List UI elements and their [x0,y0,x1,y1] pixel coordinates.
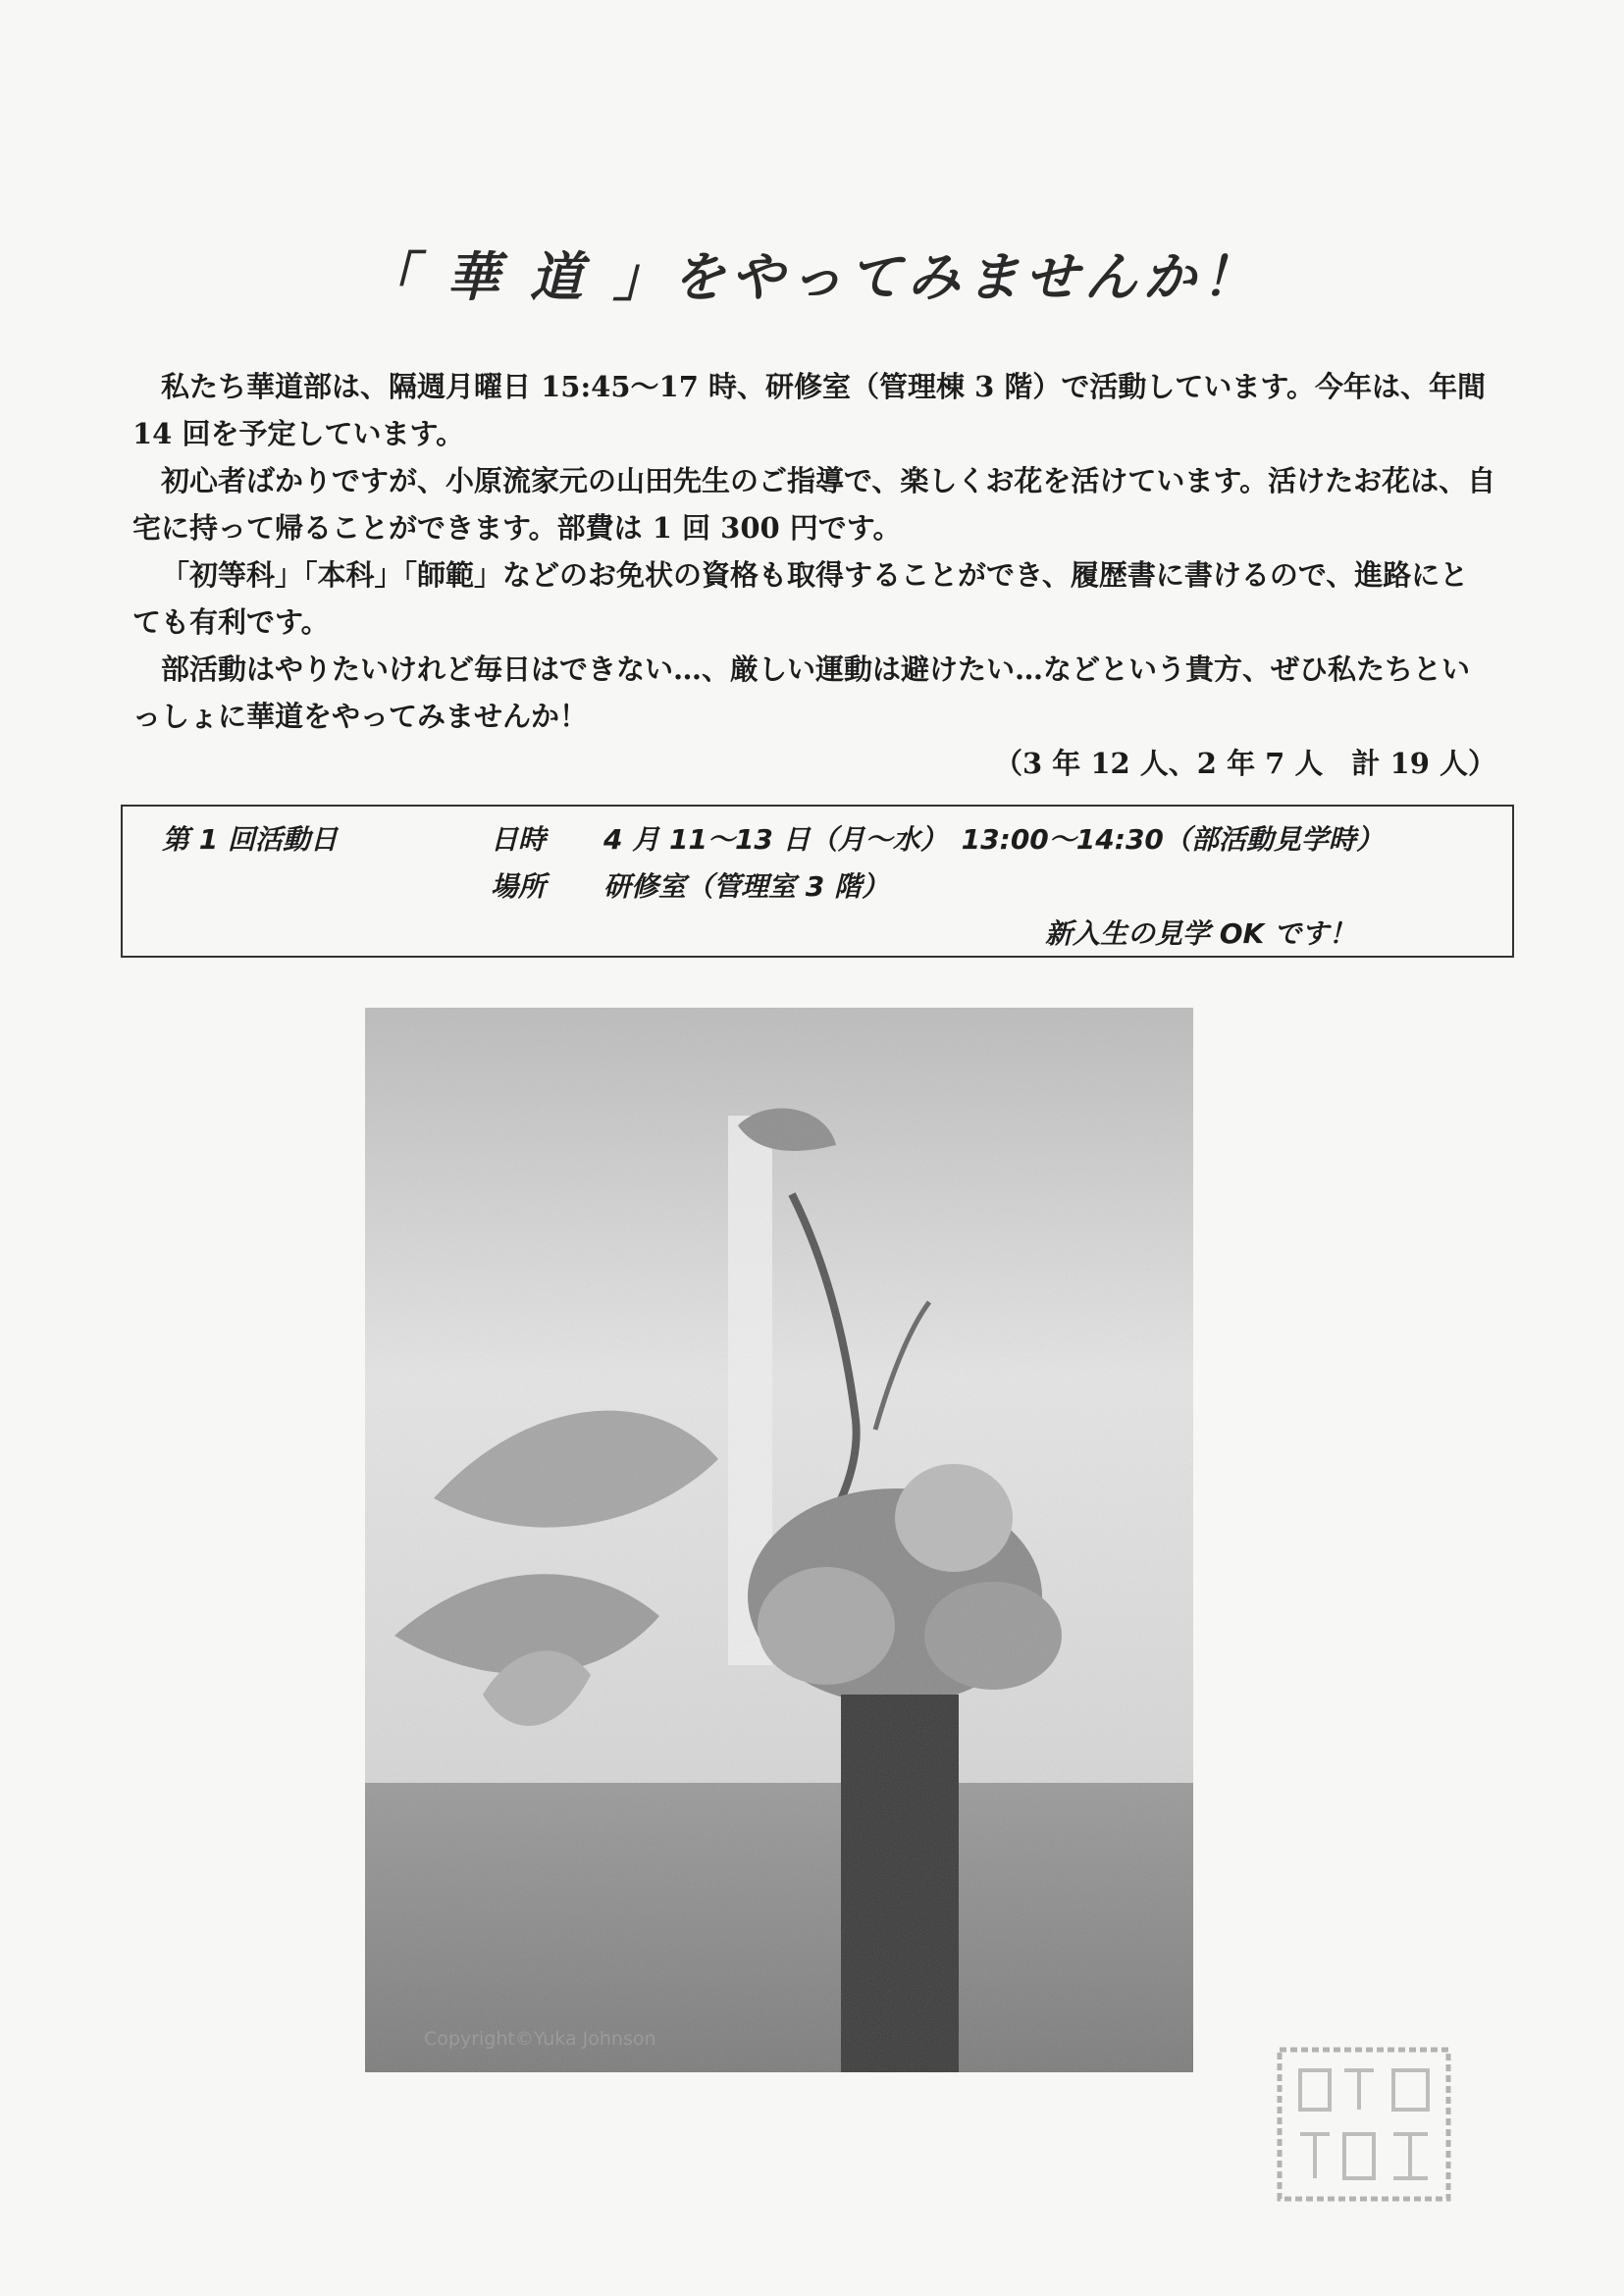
photo-caption: Copyright©Yuka Johnson [424,2028,656,2050]
page-title: 「 華 道 」をやってみませんか！ [363,246,1261,308]
paragraph-4: 部活動はやりたいけれど毎日はできない…、厳しい運動は避けたい…などという貴方、ぜひ私たちといっしょに華道をやってみませんか！ [132,652,1471,733]
paragraph-1: 私たち華道部は、隔週月曜日 15:45～17 時、研修室（管理棟 3 階）で活動しています。今年は、年間 14 回を予定しています。 [132,370,1487,450]
paragraph-2: 初心者ばかりですが、小原流家元の山田先生のご指導で、楽しくお花を活けています。活けたお花は、自宅に持って帰ることができます。部費は 1 回 300 円です。 [132,464,1496,545]
event-date-value: 4 月 11～13 日（月～水） 13:00～14:30（部活動見学時） [603,823,1384,856]
body-text [132,363,1496,787]
event-note: 新入生の見学 OK です！ [1045,917,1356,950]
event-place-label: 場所 [491,870,547,903]
event-date-label: 日時 [491,823,547,856]
paragraph-3: 「初等科」「本科」「師範」などのお免状の資格も取得することができ、履歴書に書けるので、進路にとても有利です。 [132,558,1469,639]
event-heading: 第 1 回活動日 [162,823,338,856]
ikebana-photo [365,1008,1193,2072]
event-box [121,805,1514,958]
event-place-value: 研修室（管理室 3 階） [603,870,889,903]
seal-stamp [1276,2046,1452,2203]
member-count: （3 年 12 人、2 年 7 人 計 19 人） [993,747,1496,780]
ikebana-photo-illustration [365,1008,1193,2072]
